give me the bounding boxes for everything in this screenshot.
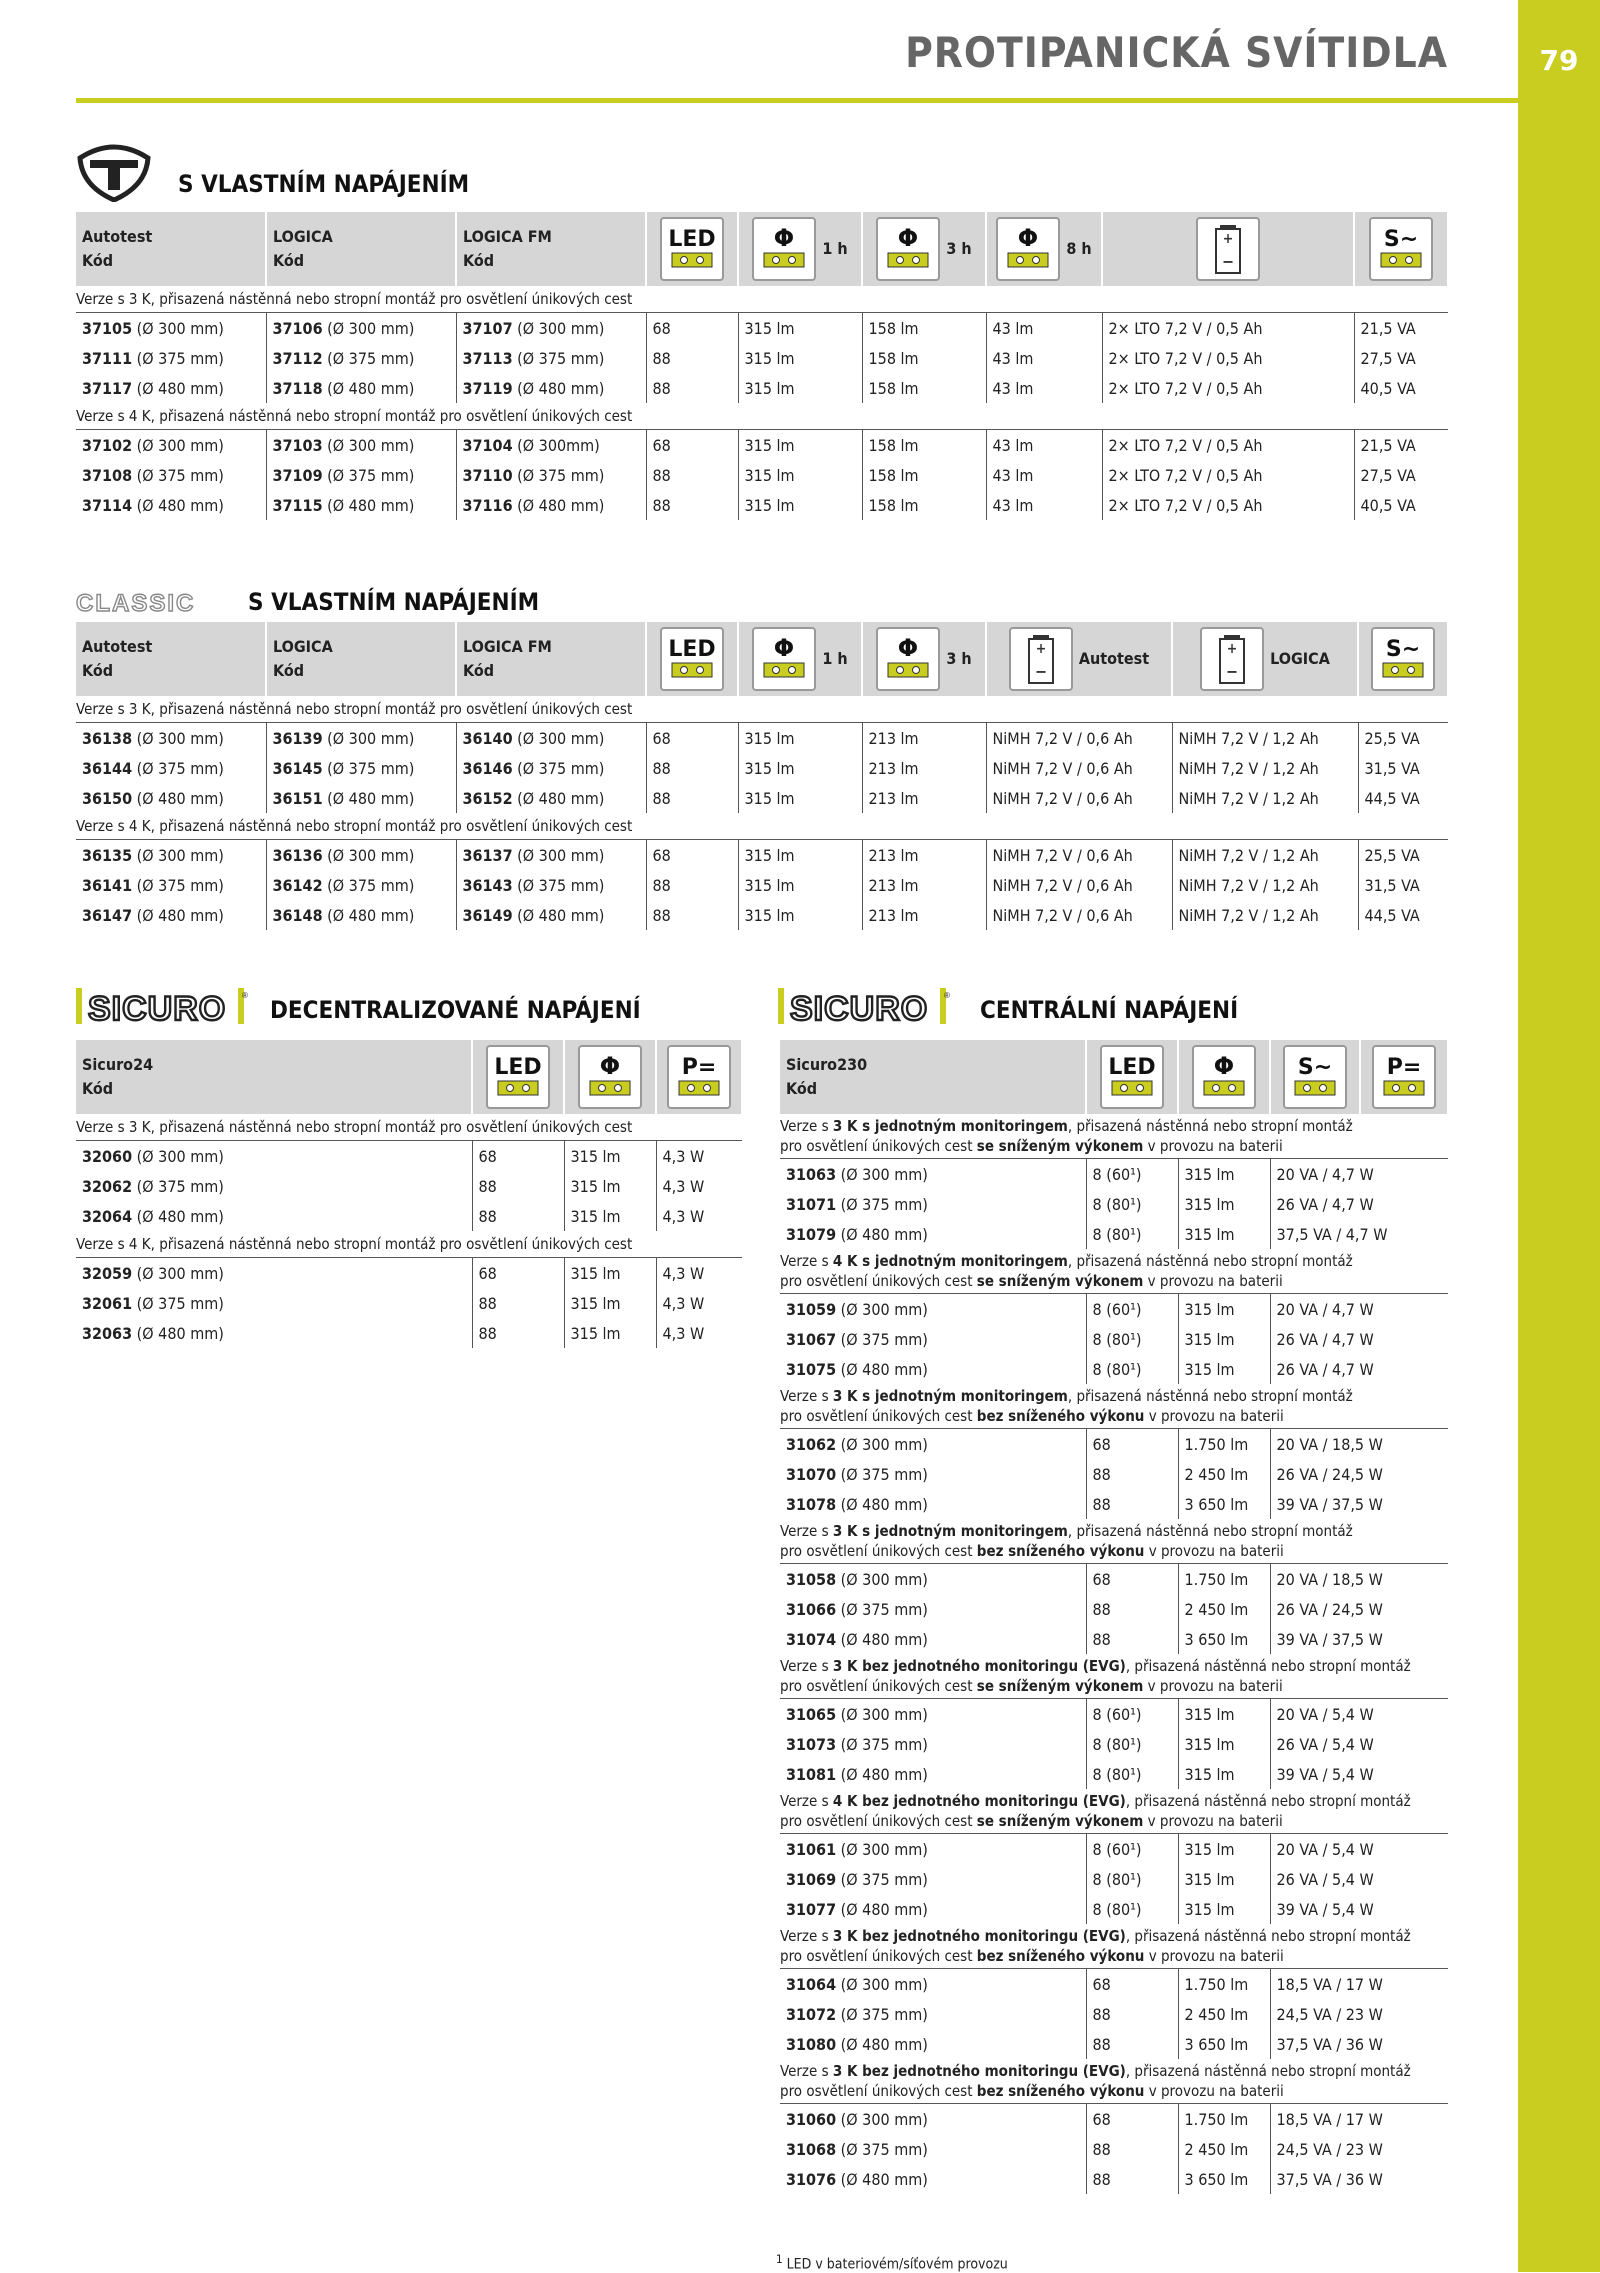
svg-text:+: + (1226, 641, 1238, 657)
table-row: 31063 (Ø 300 mm) 8 (60¹) 315 lm 20 VA / 4,7 W (780, 1159, 1448, 1190)
table-row: 36150 (Ø 480 mm) 36151 (Ø 480 mm) 36152 (Ø 480 mm) 88 315 lm 213 lm NiMH 7,2 V / 0,6 Ah NiMH 7,2 V / 1,2 Ah 44,5 VA (76, 783, 1448, 813)
svg-text:S~: S~ (1385, 637, 1421, 662)
svg-text:S~: S~ (1383, 227, 1419, 252)
table-header: Sicuro230 Kód LED Φ S~ P= (780, 1040, 1448, 1114)
emergency-light-icon (578, 1045, 642, 1109)
table-row: 37105 (Ø 300 mm) 37106 (Ø 300 mm) 37107 (Ø 300 mm) 68 315 lm 158 lm 43 lm 2× LTO 7,2 V / 0,5 Ah 21,5 VA (76, 313, 1448, 344)
variant-row: Verze s 3 K s jednotným monitoringem, přisazená nástěnná nebo stropní montáž pro osvětlení únikových cest se sníženým výkonem v provozu na baterii (780, 1114, 1448, 1159)
svg-text:Φ: Φ (599, 1052, 621, 1080)
emergency-light-icon (752, 217, 816, 281)
table-row: 31060 (Ø 300 mm) 68 1.750 lm 18,5 VA / 17 W (780, 2104, 1448, 2135)
t-logo-icon (76, 140, 152, 202)
svg-text:SICURO: SICURO (88, 990, 227, 1026)
page-number: 79 (1539, 44, 1579, 77)
table-row: 37117 (Ø 480 mm) 37118 (Ø 480 mm) 37119 (Ø 480 mm) 88 315 lm 158 lm 43 lm 2× LTO 7,2 V / 0,5 Ah 40,5 VA (76, 373, 1448, 403)
table-row: 31065 (Ø 300 mm) 8 (60¹) 315 lm 20 VA / 5,4 W (780, 1699, 1448, 1730)
table-row: 36144 (Ø 375 mm) 36145 (Ø 375 mm) 36146 (Ø 375 mm) 88 315 lm 213 lm NiMH 7,2 V / 0,6 Ah NiMH 7,2 V / 1,2 Ah 31,5 VA (76, 753, 1448, 783)
battery-icon (1200, 627, 1264, 691)
ac-power-icon (1283, 1045, 1347, 1109)
svg-text:S~: S~ (1297, 1055, 1333, 1080)
col-logica: LOGICA Kód (266, 212, 456, 286)
section-title: DECENTRALIZOVANÉ NAPÁJENÍ (270, 996, 641, 1024)
svg-text:LED: LED (668, 637, 716, 662)
table-row: 32064 (Ø 480 mm) 88 315 lm 4,3 W (76, 1201, 742, 1231)
section-title: S VLASTNÍM NAPÁJENÍM (178, 170, 470, 198)
product-table-3 (76, 1040, 743, 1348)
svg-text:+: + (1222, 231, 1234, 247)
svg-text:P=: P= (681, 1055, 717, 1080)
sicuro-logo (778, 986, 958, 1026)
variant-row: Verze s 3 K, přisazená nástěnná nebo stropní montáž pro osvětlení únikových cest (76, 286, 1448, 313)
svg-text:−: − (1034, 662, 1047, 681)
table-row: 32061 (Ø 375 mm) 88 315 lm 4,3 W (76, 1288, 742, 1318)
ac-power-icon (1371, 627, 1435, 691)
product-table-1 (76, 212, 1449, 520)
table-row: 31079 (Ø 480 mm) 8 (80¹) 315 lm 37,5 VA / 4,7 W (780, 1219, 1448, 1249)
led-icon (486, 1045, 550, 1109)
table-row: 31064 (Ø 300 mm) 68 1.750 lm 18,5 VA / 17 W (780, 1969, 1448, 2000)
svg-text:LED: LED (494, 1055, 542, 1080)
table-row: 31075 (Ø 480 mm) 8 (80¹) 315 lm 26 VA / 4,7 W (780, 1354, 1448, 1384)
table-row: 31058 (Ø 300 mm) 68 1.750 lm 20 VA / 18,5 W (780, 1564, 1448, 1595)
col-logica-fm: LOGICA FM Kód (456, 212, 646, 286)
ac-power-icon (1369, 217, 1433, 281)
table-row: 31076 (Ø 480 mm) 88 3 650 lm 37,5 VA / 36 W (780, 2164, 1448, 2194)
table-row: 31070 (Ø 375 mm) 88 2 450 lm 26 VA / 24,5 W (780, 1459, 1448, 1489)
svg-text:Φ: Φ (898, 224, 919, 252)
table-row: 31069 (Ø 375 mm) 8 (80¹) 315 lm 26 VA / 5,4 W (780, 1864, 1448, 1894)
table-row: 31062 (Ø 300 mm) 68 1.750 lm 20 VA / 18,5 W (780, 1429, 1448, 1460)
table-row: 31072 (Ø 375 mm) 88 2 450 lm 24,5 VA / 23 W (780, 1999, 1448, 2029)
svg-text:Φ: Φ (774, 634, 795, 662)
variant-row: Verze s 3 K s jednotným monitoringem, přisazená nástěnná nebo stropní montáž pro osvětlení únikových cest bez sníženého výkonu v provozu na baterii (780, 1384, 1448, 1429)
table-row: 32062 (Ø 375 mm) 88 315 lm 4,3 W (76, 1171, 742, 1201)
svg-text:CLASSIC: CLASSIC (76, 590, 196, 616)
table-header: Sicuro24 Kód LED Φ P= (76, 1040, 742, 1114)
table-row: 31061 (Ø 300 mm) 8 (60¹) 315 lm 20 VA / 5,4 W (780, 1834, 1448, 1865)
svg-text:Φ: Φ (1213, 1052, 1235, 1080)
variant-row: Verze s 3 K, přisazená nástěnná nebo stropní montáž pro osvětlení únikových cest (76, 696, 1448, 723)
title-divider (76, 98, 1518, 103)
table-row: 31073 (Ø 375 mm) 8 (80¹) 315 lm 26 VA / 5,4 W (780, 1729, 1448, 1759)
table-row: 31081 (Ø 480 mm) 8 (80¹) 315 lm 39 VA / 5,4 W (780, 1759, 1448, 1789)
variant-row: Verze s 4 K, přisazená nástěnná nebo stropní montáž pro osvětlení únikových cest (76, 403, 1448, 430)
variant-row: Verze s 3 K bez jednotného monitoringu (EVG), přisazená nástěnná nebo stropní montáž pro osvětlení únikových cest bez sníženého výkonu v provozu na baterii (780, 2059, 1448, 2104)
table-row: 31067 (Ø 375 mm) 8 (80¹) 315 lm 26 VA / 4,7 W (780, 1324, 1448, 1354)
variant-row: Verze s 3 K s jednotným monitoringem, přisazená nástěnná nebo stropní montáž pro osvětlení únikových cest bez sníženého výkonu v provozu na baterii (780, 1519, 1448, 1564)
product-table-4 (780, 1040, 1449, 2194)
variant-row: Verze s 3 K bez jednotného monitoringu (EVG), přisazená nástěnná nebo stropní montáž pro osvětlení únikových cest bez sníženého výkonu v provozu na baterii (780, 1924, 1448, 1969)
variant-row: Verze s 3 K, přisazená nástěnná nebo stropní montáž pro osvětlení únikových cest (76, 1114, 742, 1141)
svg-text:+: + (1035, 641, 1047, 657)
variant-row: Verze s 4 K bez jednotného monitoringu (EVG), přisazená nástěnná nebo stropní montáž pro osvětlení únikových cest se sníženým výkonem v provozu na baterii (780, 1789, 1448, 1834)
svg-text:®: ® (944, 991, 950, 1000)
table-row: 36135 (Ø 300 mm) 36136 (Ø 300 mm) 36137 (Ø 300 mm) 68 315 lm 213 lm NiMH 7,2 V / 0,6 Ah NiMH 7,2 V / 1,2 Ah 25,5 VA (76, 840, 1448, 871)
svg-text:Φ: Φ (898, 634, 919, 662)
classic-logo (76, 590, 220, 616)
table-row: 31074 (Ø 480 mm) 88 3 650 lm 39 VA / 37,5 W (780, 1624, 1448, 1654)
battery-icon (1196, 217, 1260, 281)
svg-text:LED: LED (668, 227, 716, 252)
table-header: Autotest Kód LOGICA Kód LOGICA FM Kód LED Φ 1 h Φ 3 h Φ 8 h + − S~ (76, 212, 1448, 286)
table-row: 31077 (Ø 480 mm) 8 (80¹) 315 lm 39 VA / 5,4 W (780, 1894, 1448, 1924)
sicuro-logo (76, 986, 256, 1026)
emergency-light-icon (876, 217, 940, 281)
emergency-light-icon (1192, 1045, 1256, 1109)
svg-text:®: ® (242, 991, 248, 1000)
variant-row: Verze s 4 K, přisazená nástěnná nebo stropní montáž pro osvětlení únikových cest (76, 1231, 742, 1258)
col-autotest: Autotest Kód (76, 212, 266, 286)
table-row: 37102 (Ø 300 mm) 37103 (Ø 300 mm) 37104 (Ø 300mm) 68 315 lm 158 lm 43 lm 2× LTO 7,2 V / 0,5 Ah 21,5 VA (76, 430, 1448, 461)
table-row: 37111 (Ø 375 mm) 37112 (Ø 375 mm) 37113 (Ø 375 mm) 88 315 lm 158 lm 43 lm 2× LTO 7,2 V / 0,5 Ah 27,5 VA (76, 343, 1448, 373)
table-row: 32063 (Ø 480 mm) 88 315 lm 4,3 W (76, 1318, 742, 1348)
emergency-light-icon (876, 627, 940, 691)
battery-icon (1009, 627, 1073, 691)
table-row: 37108 (Ø 375 mm) 37109 (Ø 375 mm) 37110 (Ø 375 mm) 88 315 lm 158 lm 43 lm 2× LTO 7,2 V / 0,5 Ah 27,5 VA (76, 460, 1448, 490)
dc-power-icon (667, 1045, 731, 1109)
table-header: Autotest Kód LOGICA Kód LOGICA FM Kód LED Φ 1 h Φ 3 h + − Autotest + − LOGICA S~ (76, 622, 1448, 696)
svg-text:SICURO: SICURO (790, 990, 929, 1026)
variant-row: Verze s 4 K, přisazená nástěnná nebo stropní montáž pro osvětlení únikových cest (76, 813, 1448, 840)
page-sidebar (1518, 0, 1600, 2272)
variant-row: Verze s 4 K s jednotným monitoringem, přisazená nástěnná nebo stropní montáž pro osvětlení únikových cest se sníženým výkonem v provozu na baterii (780, 1249, 1448, 1294)
page-title: PROTIPANICKÁ SVÍTIDLA (905, 28, 1448, 77)
table-row: 31078 (Ø 480 mm) 88 3 650 lm 39 VA / 37,5 W (780, 1489, 1448, 1519)
table-row: 32060 (Ø 300 mm) 68 315 lm 4,3 W (76, 1141, 742, 1172)
led-icon (660, 217, 724, 281)
emergency-light-icon (752, 627, 816, 691)
svg-text:Φ: Φ (1018, 224, 1039, 252)
table-row: 36141 (Ø 375 mm) 36142 (Ø 375 mm) 36143 (Ø 375 mm) 88 315 lm 213 lm NiMH 7,2 V / 0,6 Ah NiMH 7,2 V / 1,2 Ah 31,5 VA (76, 870, 1448, 900)
table-row: 31059 (Ø 300 mm) 8 (60¹) 315 lm 20 VA / 4,7 W (780, 1294, 1448, 1325)
footnote: $^1$ LED v bateriovém/síťovém provozu (776, 2252, 1008, 2273)
led-icon (660, 627, 724, 691)
dc-power-icon (1372, 1045, 1436, 1109)
table-row: 31080 (Ø 480 mm) 88 3 650 lm 37,5 VA / 36 W (780, 2029, 1448, 2059)
emergency-light-icon (996, 217, 1060, 281)
table-row: 31066 (Ø 375 mm) 88 2 450 lm 26 VA / 24,5 W (780, 1594, 1448, 1624)
product-table-2 (76, 622, 1449, 930)
table-row: 31071 (Ø 375 mm) 8 (80¹) 315 lm 26 VA / 4,7 W (780, 1189, 1448, 1219)
svg-text:−: − (1226, 662, 1239, 681)
svg-text:−: − (1221, 252, 1235, 271)
table-row: 32059 (Ø 300 mm) 68 315 lm 4,3 W (76, 1258, 742, 1289)
svg-text:Φ: Φ (774, 224, 795, 252)
section-title: S VLASTNÍM NAPÁJENÍM (248, 588, 540, 616)
svg-text:LED: LED (1108, 1055, 1156, 1080)
table-row: 37114 (Ø 480 mm) 37115 (Ø 480 mm) 37116 (Ø 480 mm) 88 315 lm 158 lm 43 lm 2× LTO 7,2 V / 0,5 Ah 40,5 VA (76, 490, 1448, 520)
section-title: CENTRÁLNÍ NAPÁJENÍ (980, 996, 1239, 1024)
table-row: 36147 (Ø 480 mm) 36148 (Ø 480 mm) 36149 (Ø 480 mm) 88 315 lm 213 lm NiMH 7,2 V / 0,6 Ah NiMH 7,2 V / 1,2 Ah 44,5 VA (76, 900, 1448, 930)
variant-row: Verze s 3 K bez jednotného monitoringu (EVG), přisazená nástěnná nebo stropní montáž pro osvětlení únikových cest se sníženým výkonem v provozu na baterii (780, 1654, 1448, 1699)
table-row: 36138 (Ø 300 mm) 36139 (Ø 300 mm) 36140 (Ø 300 mm) 68 315 lm 213 lm NiMH 7,2 V / 0,6 Ah NiMH 7,2 V / 1,2 Ah 25,5 VA (76, 723, 1448, 754)
table-row: 31068 (Ø 375 mm) 88 2 450 lm 24,5 VA / 23 W (780, 2134, 1448, 2164)
svg-text:P=: P= (1386, 1055, 1422, 1080)
led-icon (1100, 1045, 1164, 1109)
